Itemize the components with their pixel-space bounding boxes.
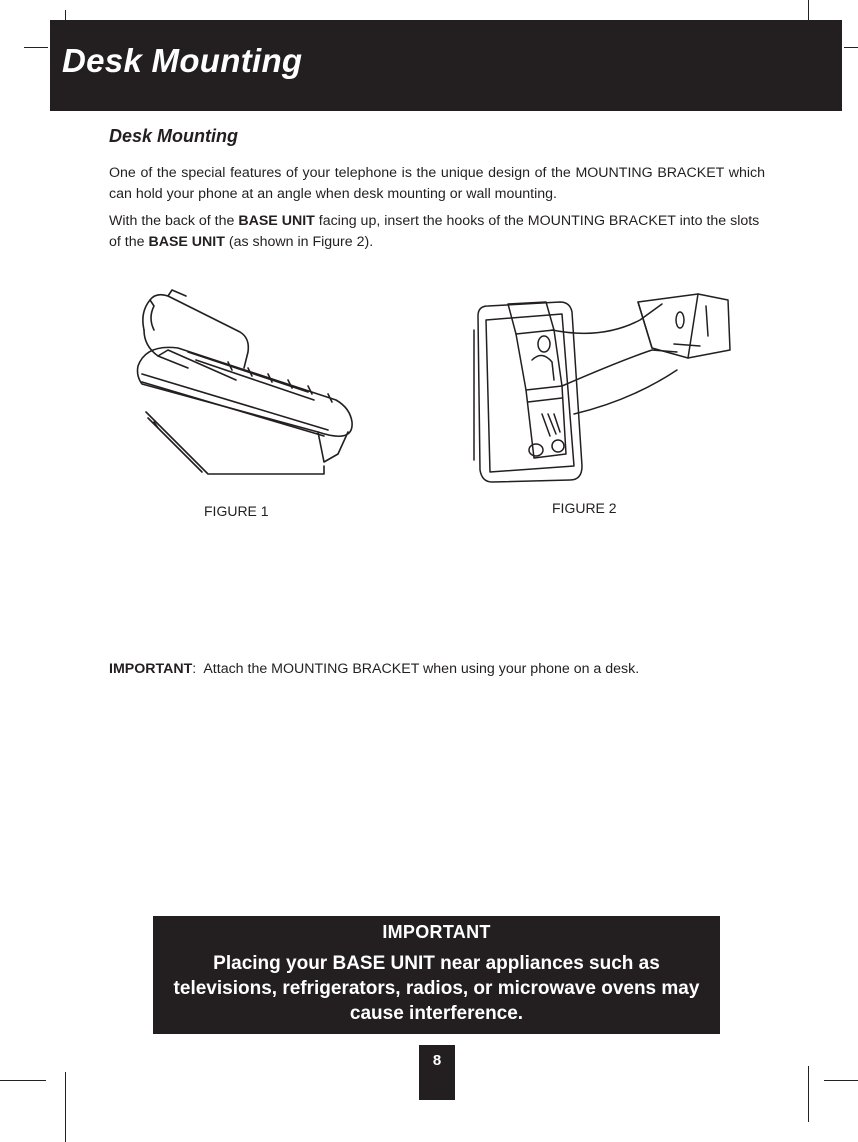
page-number-tab <box>419 1045 455 1100</box>
important-text: Attach the MOUNTING BRACKET when using your phone on a desk. <box>203 661 640 677</box>
text-run: (as shown in Figure 2). <box>224 234 374 250</box>
crop-mark <box>808 1066 809 1122</box>
important-note <box>109 661 639 677</box>
figure-1-caption: FIGURE 1 <box>204 503 269 519</box>
bold-term: BASE UNIT <box>148 234 225 250</box>
text-run: facing up, insert the hooks of the MOUNTING BRACKET into the slots of the <box>109 213 760 250</box>
figure-2-caption: FIGURE 2 <box>552 500 617 516</box>
crop-mark <box>0 1080 46 1081</box>
section-title: Desk Mounting <box>109 126 238 146</box>
page-header-title: Desk Mounting <box>62 42 303 79</box>
bold-term: BASE UNIT <box>238 213 315 229</box>
telephone-side-view-icon <box>128 282 360 480</box>
text-run: With the back of the <box>109 213 239 229</box>
interference-warning-box <box>153 916 720 1034</box>
important-label: IMPORTANT <box>109 661 193 677</box>
instruction-paragraph <box>109 211 765 253</box>
crop-mark <box>65 1072 66 1142</box>
page-number: 8 <box>432 1052 442 1069</box>
warning-body: Placing your BASE UNIT near appliances such as televisions, refrigerators, radios, or microwave ovens may cause interference. <box>173 953 700 1024</box>
crop-mark <box>824 1080 858 1081</box>
mounting-bracket-diagram-icon <box>462 290 732 486</box>
warning-heading: IMPORTANT <box>382 922 491 942</box>
crop-mark <box>24 47 48 48</box>
intro-paragraph: One of the special features of your telephone is the unique design of the MOUNTING BRACKET which can hold your phone at an angle when desk mounting or wall mounting. <box>109 165 765 202</box>
crop-mark <box>808 0 809 22</box>
crop-mark <box>844 47 858 48</box>
important-colon: : <box>192 661 197 677</box>
